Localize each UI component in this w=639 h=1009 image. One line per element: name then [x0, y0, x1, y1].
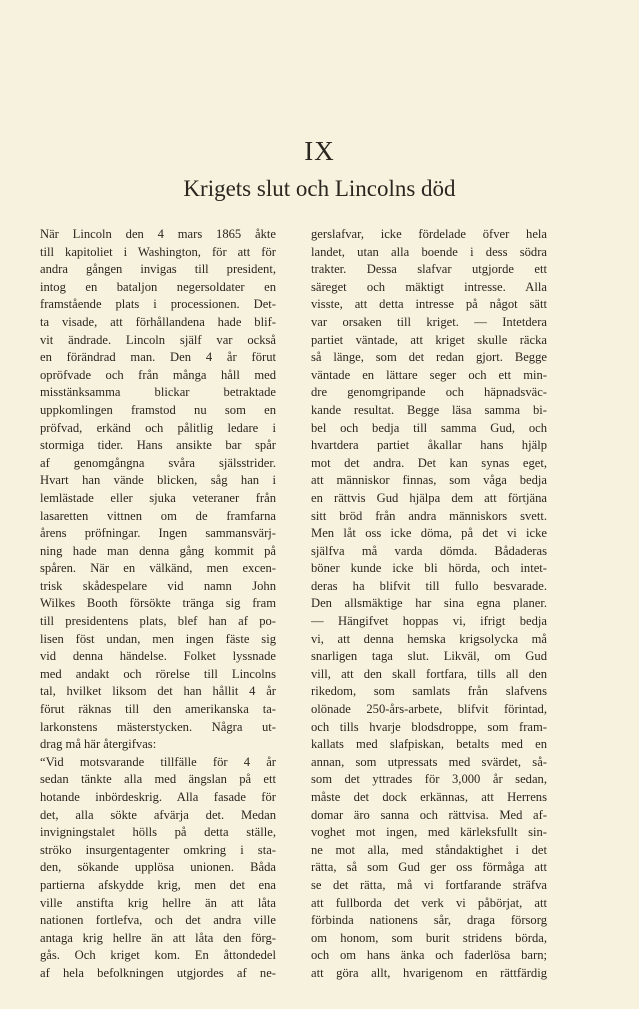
text-line: misstänksamma blickar betraktade	[40, 385, 276, 400]
text-line: nationen fortlefva, och det andra ville	[40, 913, 276, 928]
text-line: Den allsmäktige har sina egna planer.	[311, 596, 547, 611]
text-line: hotande inbördeskrig. Alla fasade för	[40, 790, 276, 804]
text-line: att fullborda det verk vi påbörjat, att	[311, 895, 547, 910]
text-line: säreget och mäktigt intresse. Alla	[311, 279, 547, 294]
text-line: ströko insurgentagenter omkring i sta-	[40, 842, 276, 857]
text-line: dre genomgripande och häpnadsväc-	[311, 385, 547, 400]
text-line: partierna afskydde krig, men det ena	[40, 877, 276, 892]
text-line: invigningstalet hölls på detta ställe,	[40, 825, 276, 840]
text-line: ning hade man denna gång kommit på	[40, 543, 276, 558]
text-line: böner kunde icke bli hörda, och intet-	[311, 561, 547, 576]
text-line: en förändrad man. Den 4 år förut	[40, 350, 276, 365]
text-line: väntade en lättare seger och ett min-	[311, 367, 547, 382]
text-line: till presidentens plats, blef han af po-	[40, 614, 276, 629]
text-line: deras ha blifvit till fullo besvarade.	[311, 578, 547, 593]
text-line: Wilkes Booth försökte tränga sig fram	[40, 596, 276, 611]
text-line: det, alla sökte afvärja det. Medan	[40, 807, 276, 822]
text-line: Hvart han vände blicken, såg han i	[40, 473, 276, 488]
text-line: stormiga tider. Hans ansikte bar spår	[40, 438, 276, 453]
text-line: se det rätta, må vi fortfarande sträfva	[311, 877, 547, 892]
text-line: visste, att detta intresse på något sätt	[311, 297, 547, 312]
text-line: voghet mot ingen, med kärleksfullt sin-	[311, 825, 547, 840]
left-text-column	[40, 226, 276, 983]
text-line: själfva må varda dömda. Bådaderas	[311, 543, 547, 558]
text-line: förut räknas till den amerikanska ta-	[40, 702, 276, 717]
text-line: lasaretten vittnen om de framfarna	[40, 508, 276, 523]
text-line: af hela befolkningen utgjordes af ne-	[40, 965, 276, 980]
text-line: ne mot alla, med ståndaktighet i det	[311, 842, 547, 857]
text-line: Men låt oss icke döma, på det vi icke	[311, 526, 547, 541]
chapter-number: IX	[304, 136, 335, 166]
text-line: pröfvad, erkänd och pålitlig ledare i	[40, 420, 276, 435]
text-line: olönade 250-års-arbete, blifvit förintad,	[311, 702, 547, 717]
right-text-column	[311, 226, 547, 983]
text-line: vit ändrade. Lincoln själf var också	[40, 332, 276, 347]
text-line: trisk skådespelare vid namn John	[40, 578, 276, 593]
text-line: andra gången invigas till president,	[40, 262, 276, 277]
text-line: en rättvis Gud hjälpa dem att förtjäna	[311, 490, 547, 505]
text-line: mot det andra. Det kan synas eget,	[311, 455, 547, 470]
chapter-title: Krigets slut och Lincolns död	[183, 176, 456, 201]
text-line: förbinda nationens sår, draga försorg	[311, 913, 547, 928]
text-line: opröfvade och från många håll med	[40, 367, 276, 382]
text-line: framstående plats i processionen. Det-	[40, 297, 276, 312]
text-line: ville anstifta krig hellre än att låta	[40, 895, 276, 910]
text-line: om honom, som burit stridens börda,	[311, 930, 547, 945]
text-line: och tills hvarje blodsdroppe, som fram-	[311, 719, 547, 734]
text-line: så länge, som det redan gjort. Begge	[311, 350, 547, 365]
text-line: gås. Och kriget kom. En åttondedel	[40, 948, 276, 963]
text-line: att människor finnas, som våga bedja	[311, 473, 547, 488]
text-line: lemlästade eller sjuka veteraner från	[40, 490, 276, 505]
text-line: drag må här återgifvas:	[40, 737, 157, 752]
text-line: den, sökande upplösa unionen. Båda	[40, 860, 276, 875]
text-line: antaga krig hellre än att låta den förg-	[40, 930, 276, 945]
text-line: “Vid motsvarande tillfälle för 4 år	[40, 754, 276, 769]
text-line: var orsaken till kriget. — Intetdera	[311, 314, 547, 329]
text-line: med andakt och rörelse till Lincolns	[40, 666, 276, 681]
text-line: årens pröfningar. Ingen sammansvärj-	[40, 526, 276, 541]
text-line: partiet väntade, att kriget skulle räcka	[311, 332, 547, 347]
text-line: kallats med slafpiskan, betalts med en	[311, 737, 547, 752]
text-line: uppkomlingen framstod nu som en	[40, 402, 276, 417]
text-line: måste det dock erkännas, att Herrens	[311, 790, 547, 804]
text-line: kande resultat. Begge läsa samma bi-	[311, 402, 547, 417]
text-line: larkonstens mästerstycken. Några ut-	[40, 719, 276, 734]
text-line: domar äro sanna och rättvisa. Med af-	[311, 807, 547, 822]
text-line: rätta, så som Gud ger oss förmåga att	[311, 860, 547, 875]
text-line: vill, att den skall fortfara, tills all den	[311, 666, 547, 681]
text-line: lisen föst undan, men ingen fäste sig	[40, 631, 276, 646]
text-line: tal, hvilket liksom det han hållit 4 år	[40, 684, 276, 699]
text-line: att göra allt, hvarigenom en rättfärdig	[311, 965, 547, 980]
text-line: spåren. När en välkänd, men excen-	[40, 561, 276, 576]
text-line: hvartdera partiet åkallar hans hjälp	[311, 438, 547, 453]
text-line: trakter. Dessa slafvar utgjorde ett	[311, 262, 547, 277]
text-line: intog en bataljon negersoldater en	[40, 279, 276, 294]
text-line: rikedom, som samlats från slafvens	[311, 684, 547, 699]
text-line: landet, utan alla boende i dess södra	[311, 244, 547, 259]
text-line: sitt bröd från andra människors svett.	[311, 508, 547, 523]
text-line: vi, att denna hemska krigsolycka må	[311, 631, 547, 646]
text-line: af genomgångna svåra själsstrider.	[40, 455, 276, 470]
text-line: och om hans änka och faderlösa barn;	[311, 948, 547, 963]
text-line: bel och bedja till samma Gud, och	[311, 420, 547, 435]
text-line: sedan tänkte alla med ängslan på ett	[40, 772, 276, 787]
text-line: som det yttrades för 3,000 år sedan,	[311, 772, 547, 787]
text-line: till kapitoliet i Washington, för att för	[40, 244, 276, 259]
text-line: — Hängifvet hoppas vi, ifrigt bedja	[311, 614, 547, 629]
text-line: gerslafvar, icke fördelade öfver hela	[311, 227, 547, 241]
text-line: ta visade, att förhållandena hade blif-	[40, 314, 276, 329]
text-line: När Lincoln den 4 mars 1865 åkte	[40, 227, 276, 241]
text-line: vid denna händelse. Folket lyssnade	[40, 649, 276, 664]
text-line: annan, som utpressats med svärdet, så-	[311, 754, 547, 769]
text-line: snarligen taga slut. Likväl, om Gud	[311, 649, 547, 664]
